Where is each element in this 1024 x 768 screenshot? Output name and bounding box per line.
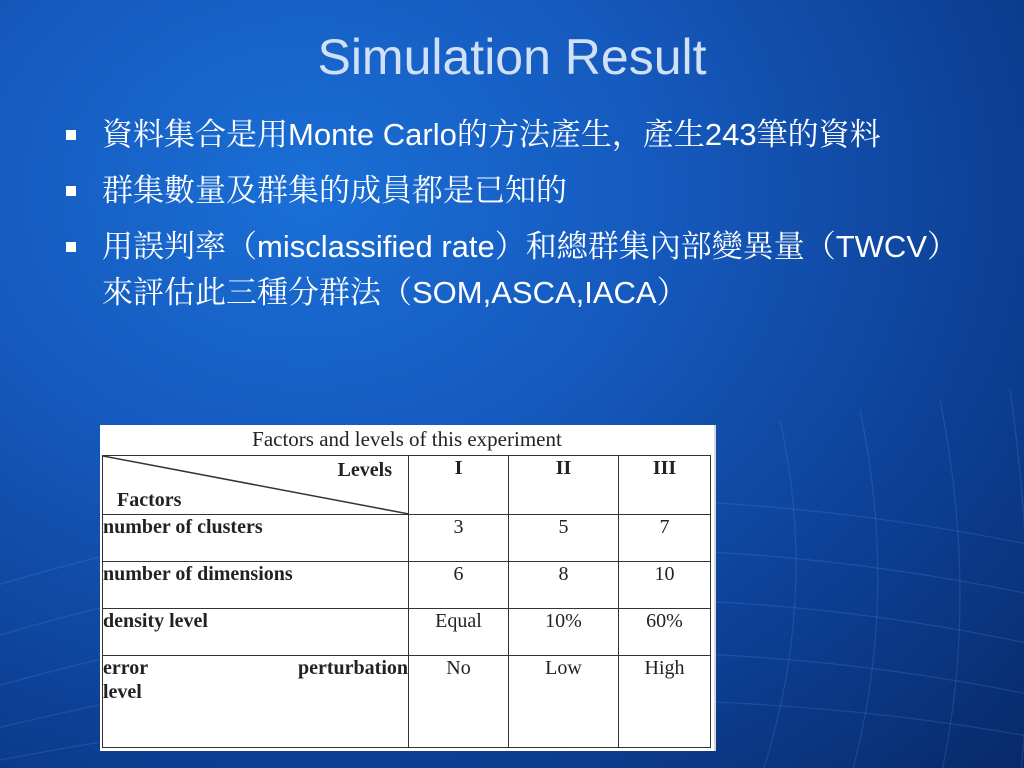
bullet-item (62, 168, 962, 214)
bullet-item (62, 112, 962, 158)
factors-table-image (100, 425, 716, 751)
factors-header: Factors (117, 489, 182, 511)
table-cell: 10 (619, 561, 711, 608)
row-label-word: perturbation (298, 656, 408, 679)
row-label: density level (103, 608, 409, 655)
table-cell: High (619, 655, 711, 747)
bullet-list (62, 112, 962, 326)
row-label (103, 655, 409, 747)
table-cell: 6 (409, 561, 509, 608)
table-cell: No (409, 655, 509, 747)
table-cell: Equal (409, 608, 509, 655)
row-label-line (103, 656, 408, 680)
table-cell: 60% (619, 608, 711, 655)
row-label: number of dimensions (103, 561, 409, 608)
table-cell: 3 (409, 515, 509, 562)
levels-header: Levels (337, 459, 392, 481)
table-row (103, 515, 711, 562)
square-bullet-icon (66, 186, 76, 196)
table-row (103, 608, 711, 655)
diagonal-header-cell (103, 456, 409, 515)
slide-title: Simulation Result (317, 29, 707, 85)
column-header: II (509, 456, 619, 515)
table-cell: 7 (619, 515, 711, 562)
bullet-text: 資料集合是用Monte Carlo的方法產生，產生243筆的資料 (102, 117, 881, 152)
column-header: III (619, 456, 711, 515)
factors-table (102, 455, 711, 748)
bullet-text: 群集數量及群集的成員都是已知的 (102, 173, 567, 208)
table-cell: Low (509, 655, 619, 747)
row-label-word: error (103, 656, 149, 679)
table-row (103, 561, 711, 608)
bullet-text: 用誤判率（misclassified rate）和總群集內部變異量（TWCV）來評估此三種分群法（SOM,ASCA,IACA） (102, 229, 958, 310)
row-label: number of clusters (103, 515, 409, 562)
column-header: I (409, 456, 509, 515)
square-bullet-icon (66, 130, 76, 140)
table-row (103, 655, 711, 747)
table-caption: Factors and levels of this experiment (252, 427, 562, 451)
bullet-item (62, 224, 962, 316)
square-bullet-icon (66, 242, 76, 252)
table-header-row (103, 456, 711, 515)
table-cell: 10% (509, 608, 619, 655)
row-label-line: level (103, 680, 142, 703)
table-cell: 5 (509, 515, 619, 562)
table-cell: 8 (509, 561, 619, 608)
